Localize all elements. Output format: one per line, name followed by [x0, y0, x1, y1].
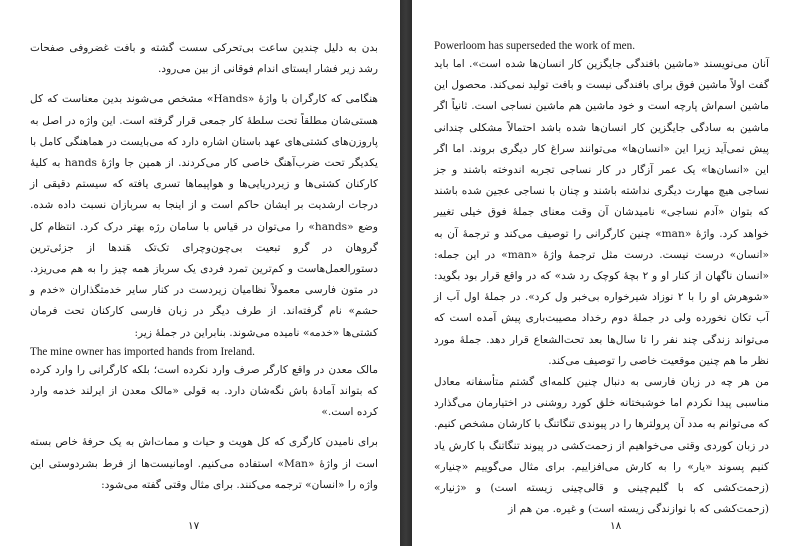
right-english-quote: Powerloom has superseded the work of men. — [434, 40, 636, 52]
left-english-quote: The mine owner has imported hands from Ireland. — [30, 345, 255, 358]
left-paragraph-1: بدن به دلیل چندین ساعت بی‌تحرکی سست گشته و بافت غضروفی صفحات رشد زیر فشار ایستای اندام فوقانی از بین می‌رود. — [30, 42, 378, 76]
right-paragraph-2: من هر چه در زبان فارسی به دنبال چنین کلمه‌ای گشتم متأسفانه معادل مناسبی پیدا نکردم اما خوشبختانه خلق کورد روشنی در اختیارمان می‌گذارد که می‌توانم به مدد آن پرولترها را در پیوندی تنگاتنگ با کارشان مشخص کنیم. در زبان کوردی وقتی می‌خواهیم از زحمت‌کشی در پیوند تنگاتنگ با کارش یاد کنیم پسوند «یار» را به کارش می‌افزاییم. برای مثال می‌گوییم «چنیار» (زحمت‌کشی که با گلیم‌چینی و قالی‌چینی زیسته است) و «ژنیار» (زحمت‌کشی که با نوازندگی زیسته است) و غیره. من هم از — [434, 376, 769, 516]
right-page-number: ۱۸ — [610, 520, 622, 532]
book-gutter — [400, 0, 412, 546]
left-page-number: ۱۷ — [188, 520, 200, 532]
right-paragraph-1: آنان می‌نویسند «ماشین بافندگی جایگزین کار انسان‌ها شده است». اما باید گفت اولاً ماشین فوق برای بافندگی نیست و بافت تولید نمی‌کند. محصول این ماشین اسم‌اش پارچه است و خود ماشین هم ماشین نساجی است. ثانیاً اگر ماشین به سادگی جایگزین کار انسان‌ها شده باشد احتمالاً مشکلی چندانی پیش نمی‌آید زیرا این «انسان‌ها» می‌توانند سراغ کار دیگری بروند. اما اگر این «انسان‌ها» یک عمر آزگار در کار نساجی تجربه اندوخته باشند و جز نساجی هیچ مهارت دیگری نداشته باشند و چنان با نساجی عجین شده باشند که بتوان «آدم نساجی» نامیدشان آن وقت معنای جملهٔ فوق خیلی تغییر خواهد کرد. واژهٔ «man» چنین کارگرانی را توصیف می‌کند و ترجمهٔ آن به «انسان» درست نیست. درست مثل ترجمهٔ واژهٔ «man» در این جمله: «انسان ناگهان از کنار او و ۲ بچهٔ کوچک رد شد» که در واقع قرار بود بگوید: «شوهرش او را با ۲ نوزاد شیرخواره بی‌خبر ول کرد». در جملهٔ اول آب از آب تکان نخورده ولی در جملهٔ دوم رخداد مصیبت‌باری پیش آمده است که می‌تواند زندگی چند نفر را تا سال‌ها بعد تحت‌الشعاع قرار دهد. جملهٔ مورد نظر ما هم چنین موقعیت خاصی را توصیف می‌کند. — [434, 58, 770, 367]
right-page — [412, 0, 799, 546]
left-paragraph-2: هنگامی که کارگران با واژهٔ «Hands» مشخص می‌شوند بدین معناست که کل هستی‌شان مطلقاً تحت سلطهٔ کار جمعی قرار گرفته است. این واژه در اصل به پاروزن‌های کشتی‌های عهد باستان اشاره دارد که می‌بایست در هماهنگی کامل با یکدیگر تحت ضرب‌آهنگ خاصی کار می‌کردند. از همین جا واژهٔ hands به کلیهٔ کارکنان کشتی‌ها و زیردریایی‌ها و هواپیماها تسری یافته که سیستم دقیقی از درجات ارشدیت بر ایشان حاکم است و از اینجا به سربازان نسبت داده شده. وضع «hands» را می‌توان در قیاس با سامان رژه بهتر درک کرد. انتظام کل گروهان در گرو تبعیت بی‌چون‌وچرای تک‌تک هَندها از جزئی‌ترین دستورالعمل‌هاست و کم‌ترین تمرد فردی یک سرباز همه چیز را به هم می‌ریزد. در متون فارسی معمولاً نظامیان زیردست در کنار سایر خدمتگذاران «خدم و حشم» نام گرفته‌اند. از طرف دیگر در زبان فارسی کارکنان تحت فرمان کشتی‌ها «خدمه» نامیده می‌شوند. بنابراین در جملهٔ زیر: — [30, 93, 379, 339]
left-paragraph-3: مالک معدن در واقع کارگر صرف وارد نکرده است؛ بلکه کارگرانی را وارد کرده که بتواند آمادهٔ باش نگه‌شان دارد. به قولی «مالک معدن از ایرلند خدمه وارد کرده است.» — [30, 363, 378, 419]
left-paragraph-4: برای نامیدن کارگری که کل هویت و حیات و ممات‌اش به یک حرفهٔ خاص بسته است از واژهٔ «Man» استفاده می‌کنیم. اومانیست‌ها از فرط بشردوستی این واژه را «انسان» ترجمه می‌کنند. برای مثال وقتی گفته می‌شود: — [30, 436, 378, 491]
